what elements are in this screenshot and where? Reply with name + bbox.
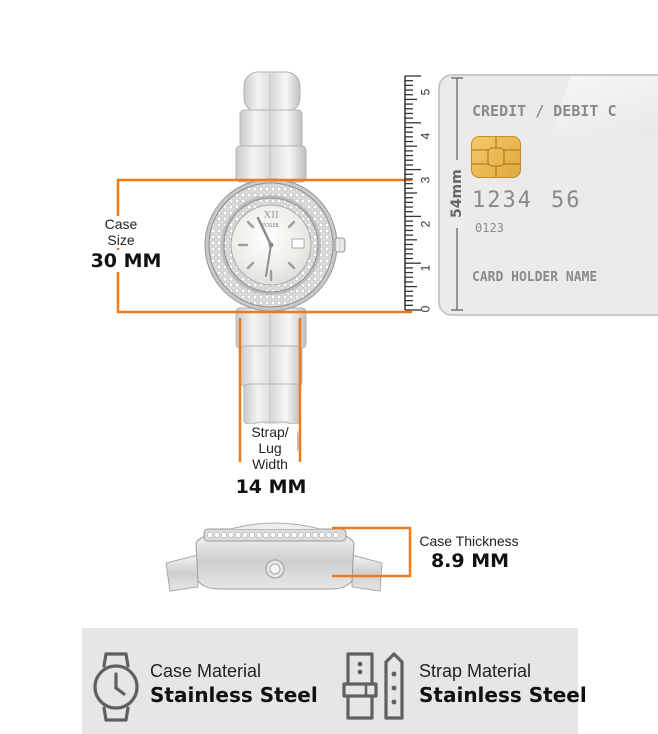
bezel-crystal bbox=[263, 532, 268, 537]
ruler-mark: 1 bbox=[418, 264, 433, 272]
ruler-mark: 2 bbox=[418, 220, 433, 228]
ruler-mark: 3 bbox=[418, 176, 433, 184]
bezel-crystal bbox=[305, 532, 310, 537]
strap-material-title: Strap Material bbox=[419, 661, 532, 681]
bezel-crystal bbox=[228, 532, 233, 537]
thickness-value: 8.9 MM bbox=[430, 550, 510, 572]
strap-icon bbox=[342, 650, 412, 724]
bezel-crystal bbox=[277, 532, 282, 537]
bezel-crystal bbox=[214, 532, 219, 537]
strap-width-value: 14 MM bbox=[235, 476, 307, 498]
watch-outline-icon bbox=[90, 650, 142, 724]
bezel-crystal bbox=[249, 532, 254, 537]
case-size-value: 30 MM bbox=[86, 250, 166, 272]
case-size-label: Case Size bbox=[96, 216, 146, 248]
card-dimension-label: 54mm bbox=[449, 169, 465, 218]
ruler-mark: 5 bbox=[418, 88, 433, 96]
bezel-crystal bbox=[291, 532, 296, 537]
strap-material-value: Stainless Steel bbox=[419, 683, 587, 707]
card-small-number: 0123 bbox=[475, 221, 504, 235]
bezel-crystal bbox=[312, 532, 317, 537]
bezel-crystal bbox=[284, 532, 289, 537]
ruler-mark: 0 bbox=[418, 305, 433, 313]
bezel-crystal bbox=[242, 532, 247, 537]
thickness-label: Case Thickness bbox=[414, 533, 524, 549]
card-chip bbox=[471, 136, 521, 178]
case-material-title: Case Material bbox=[150, 661, 262, 681]
bezel-crystal bbox=[235, 532, 240, 537]
ruler-mark: 4 bbox=[418, 132, 433, 140]
case-material-value: Stainless Steel bbox=[150, 683, 318, 707]
card-number-group-2: 56 bbox=[551, 188, 582, 213]
roman-twelve: XII bbox=[263, 209, 279, 221]
bezel-crystal bbox=[270, 532, 275, 537]
dial-brand: FOSSIL bbox=[262, 223, 280, 229]
thickness-bracket bbox=[330, 520, 420, 582]
bezel-crystal bbox=[319, 532, 324, 537]
bezel-crystal bbox=[298, 532, 303, 537]
bezel-crystal bbox=[221, 532, 226, 537]
card-holder-name: CARD HOLDER NAME bbox=[472, 270, 598, 285]
card-title: CREDIT / DEBIT C bbox=[472, 102, 617, 120]
bezel-crystal bbox=[256, 532, 261, 537]
card-number-group-1: 1234 bbox=[472, 188, 533, 213]
strap-width-label: Strap/ Lug Width bbox=[243, 424, 297, 472]
ruler-labels bbox=[418, 72, 438, 318]
bezel-crystal bbox=[207, 532, 212, 537]
